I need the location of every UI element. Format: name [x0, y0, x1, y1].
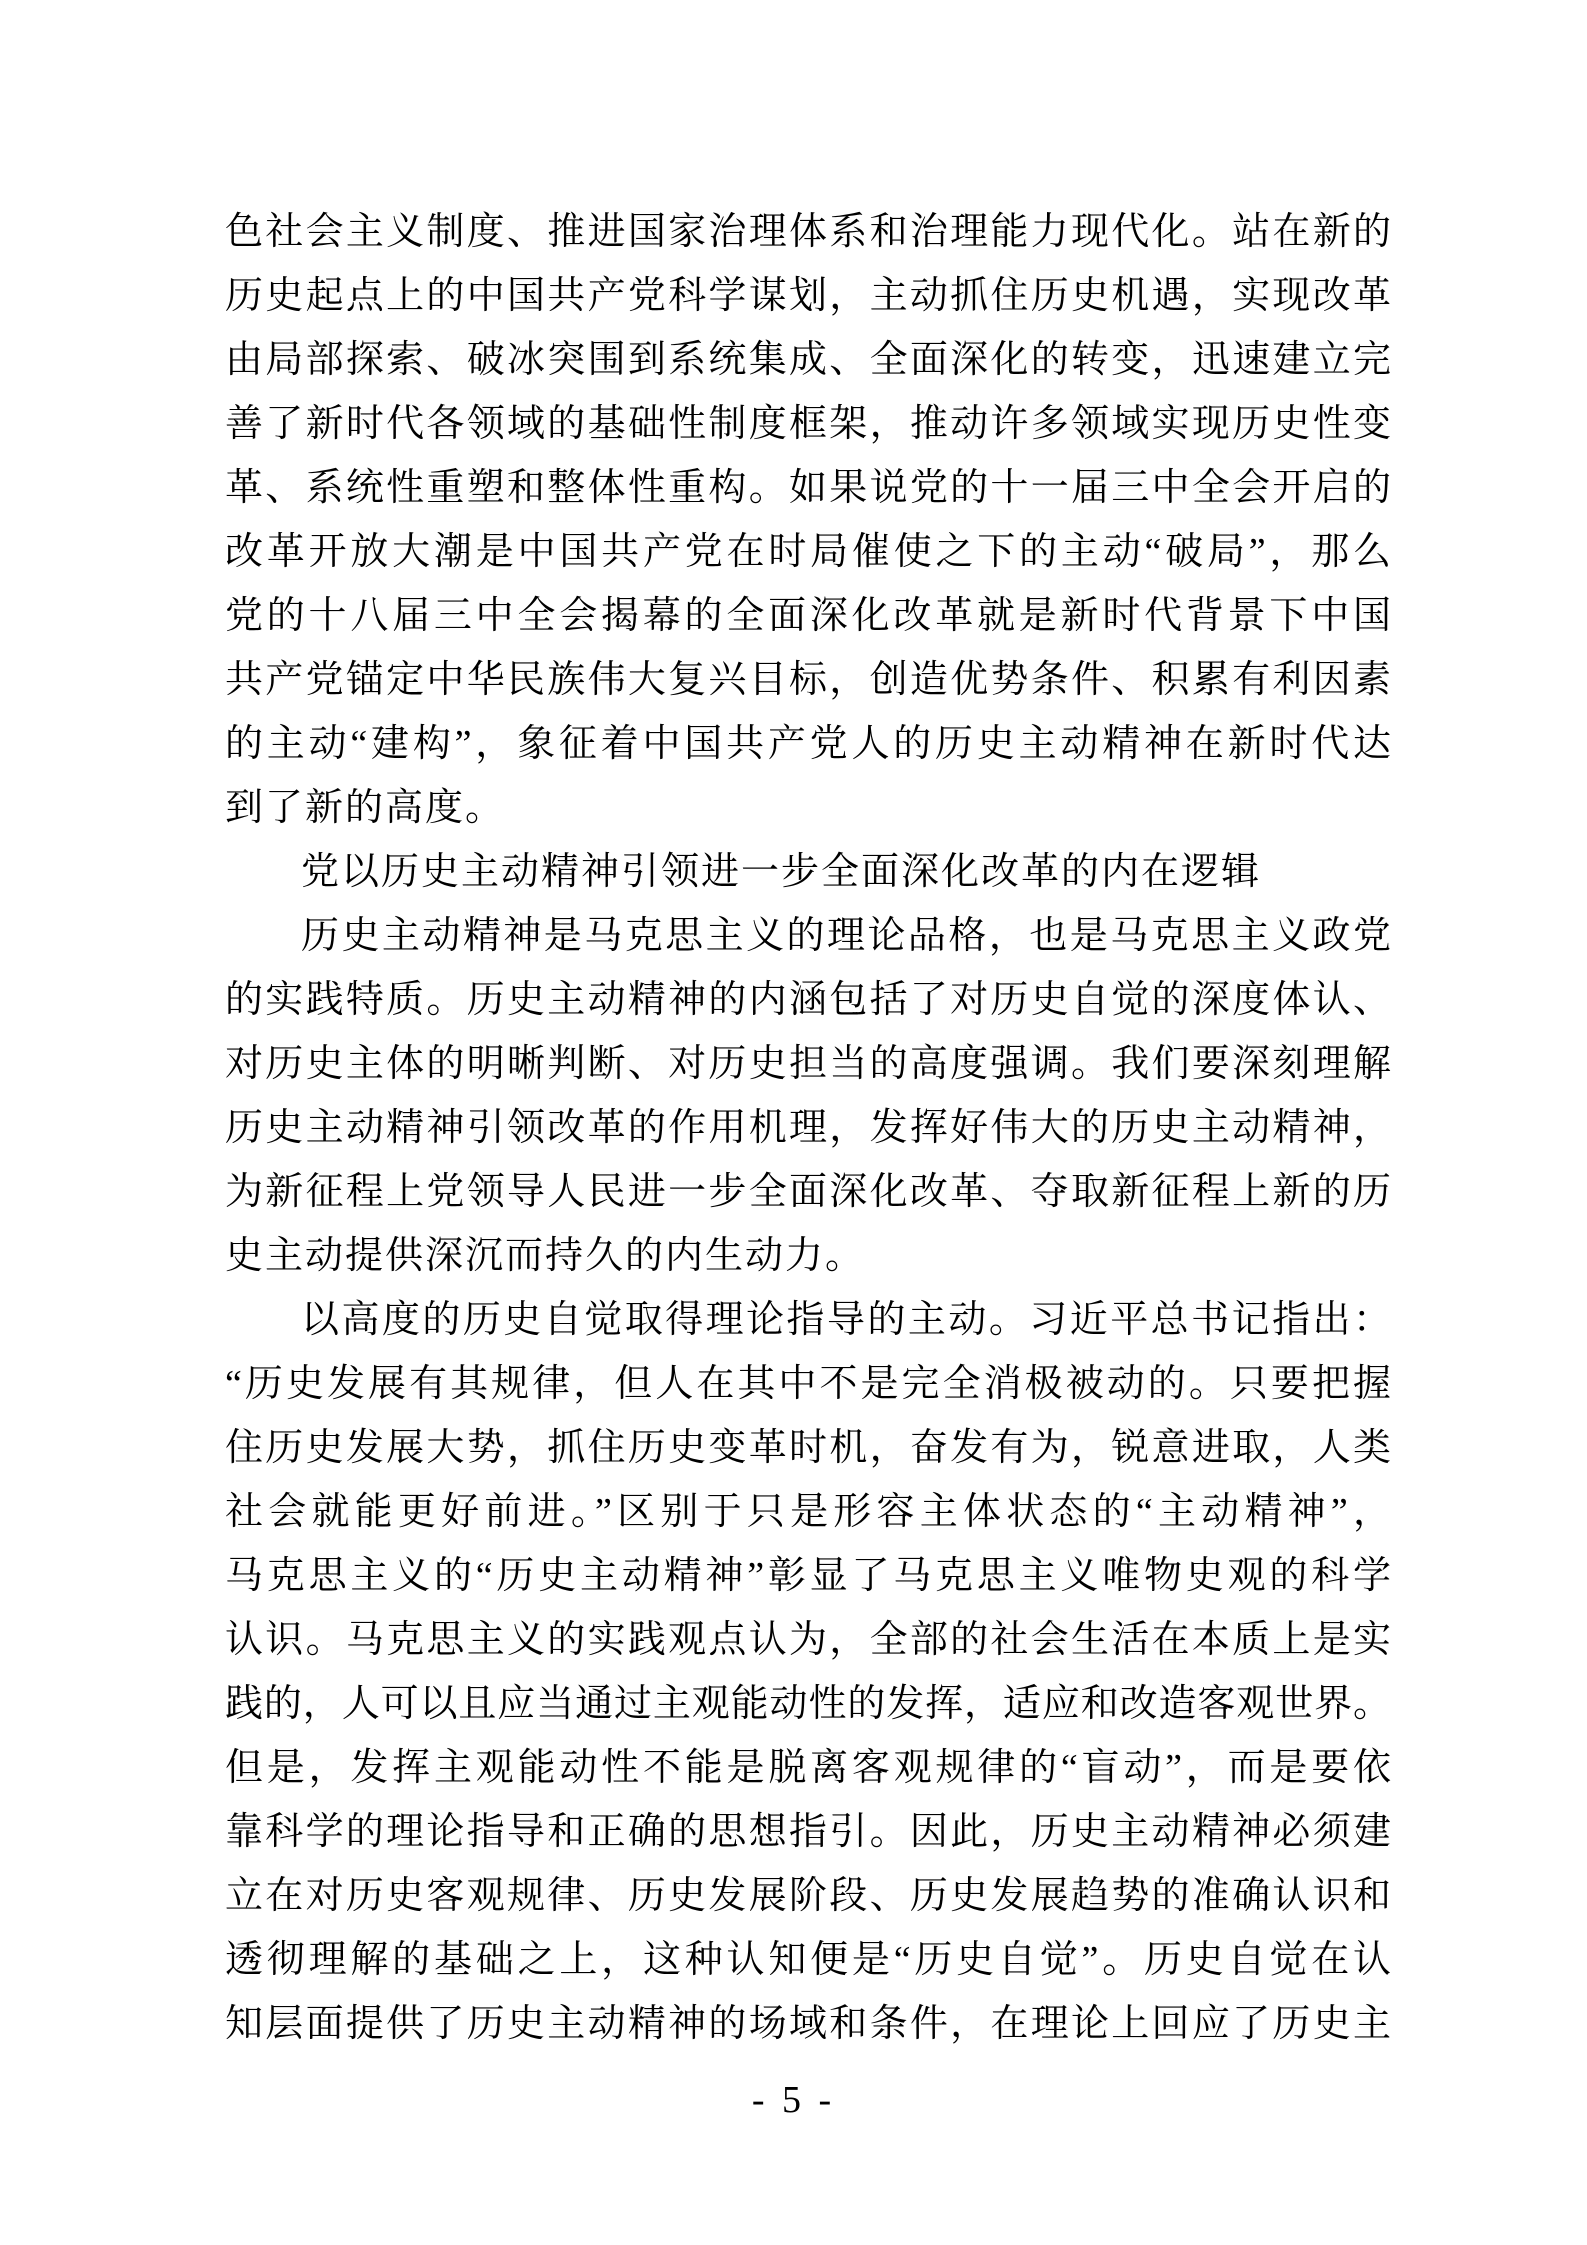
- text-line: 历史主动精神是马克思主义的理论品格，也是马克思主义政党: [301, 915, 1391, 957]
- text-line: 以高度的历史自觉取得理论指导的主动。习近平总书记指出：: [301, 1299, 1391, 1341]
- text-line: 到了新的高度。: [225, 787, 506, 829]
- text-line: 的主动“建构”，象征着中国共产党人的历史主动精神在新时代达: [225, 723, 1391, 765]
- text-line: 的实践特质。历史主动精神的内涵包括了对历史自觉的深度体认、: [225, 979, 1391, 1021]
- text-line: 由局部探索、破冰突围到系统集成、全面深化的转变，迅速建立完: [225, 339, 1391, 381]
- text-line: 认识。马克思主义的实践观点认为，全部的社会生活在本质上是实: [225, 1619, 1391, 1661]
- text-line: “历史发展有其规律，但人在其中不是完全消极被动的。只要把握: [225, 1363, 1391, 1405]
- text-line: 靠科学的理论指导和正确的思想指引。因此，历史主动精神必须建: [225, 1811, 1391, 1853]
- page-number: - 5 -: [751, 2079, 836, 2121]
- text-line: 党以历史主动精神引领进一步全面深化改革的内在逻辑: [301, 851, 1262, 893]
- text-line: 改革开放大潮是中国共产党在时局催使之下的主动“破局”，那么: [225, 531, 1391, 573]
- text-line: 住历史发展大势，抓住历史变革时机，奋发有为，锐意进取，人类: [225, 1427, 1391, 1469]
- text-line: 善了新时代各领域的基础性制度框架，推动许多领域实现历史性变: [225, 403, 1391, 445]
- text-line: 党的十八届三中全会揭幕的全面深化改革就是新时代背景下中国: [225, 595, 1391, 637]
- text-line: 立在对历史客观规律、历史发展阶段、历史发展趋势的准确认识和: [225, 1875, 1391, 1917]
- text-line: 历史起点上的中国共产党科学谋划，主动抓住历史机遇，实现改革: [225, 275, 1391, 317]
- text-line: 马克思主义的“历史主动精神”彰显了马克思主义唯物史观的科学: [225, 1555, 1391, 1597]
- text-line: 对历史主体的明晰判断、对历史担当的高度强调。我们要深刻理解: [225, 1043, 1391, 1085]
- text-line: 践的，人可以且应当通过主观能动性的发挥，适应和改造客观世界。: [225, 1683, 1391, 1725]
- text-line: 透彻理解的基础之上，这种认知便是“历史自觉”。历史自觉在认: [225, 1939, 1391, 1981]
- text-line: 史主动提供深沉而持久的内生动力。: [225, 1235, 866, 1277]
- text-line: 历史主动精神引领改革的作用机理，发挥好伟大的历史主动精神，: [225, 1107, 1391, 1149]
- text-line: 社会就能更好前进。”区别于只是形容主体状态的“主动精神”，: [225, 1491, 1391, 1533]
- text-line: 色社会主义制度、推进国家治理体系和治理能力现代化。站在新的: [225, 211, 1391, 253]
- text-line: 但是，发挥主观能动性不能是脱离客观规律的“盲动”，而是要依: [225, 1747, 1391, 1789]
- text-line: 共产党锚定中华民族伟大复兴目标，创造优势条件、积累有利因素: [225, 659, 1391, 701]
- text-line: 革、系统性重塑和整体性重构。如果说党的十一届三中全会开启的: [225, 467, 1391, 509]
- text-line: 为新征程上党领导人民进一步全面深化改革、夺取新征程上新的历: [225, 1171, 1391, 1213]
- body-text: [225, 200, 1391, 2056]
- text-line: 知层面提供了历史主动精神的场域和条件，在理论上回应了历史主: [225, 2003, 1391, 2045]
